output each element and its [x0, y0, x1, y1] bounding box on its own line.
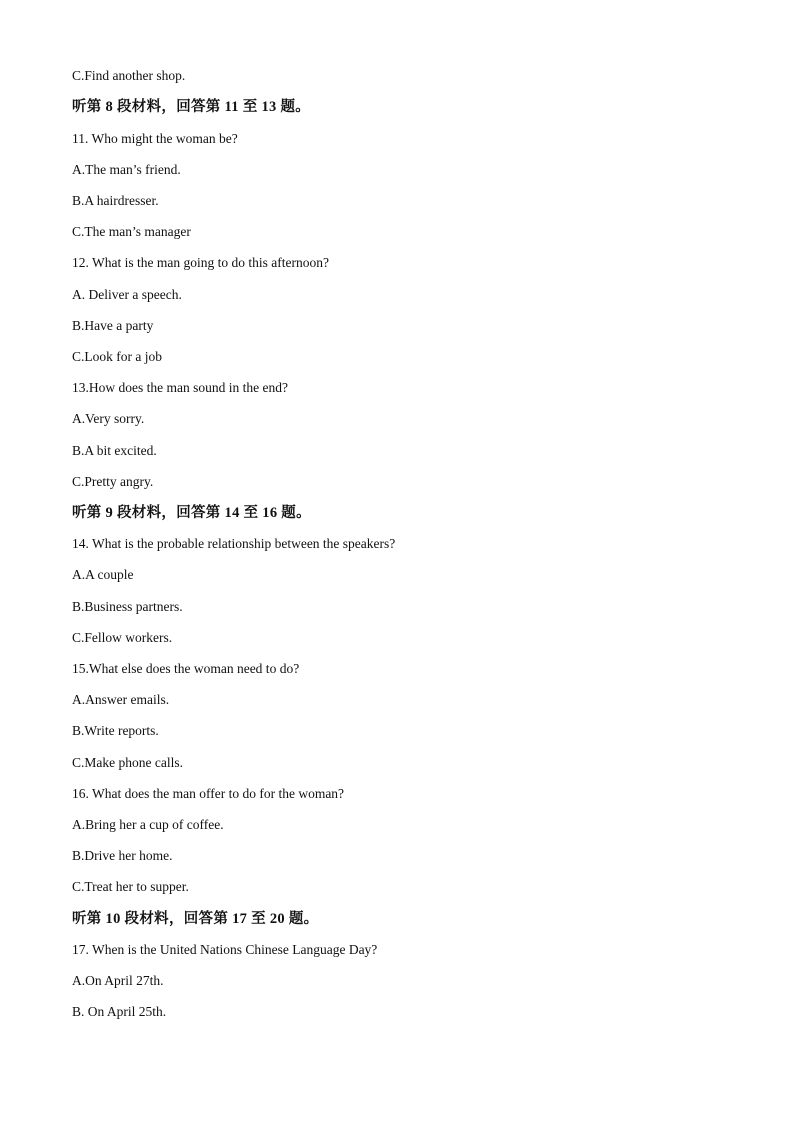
option-text: C.Make phone calls.	[72, 755, 183, 770]
option-text: A.The man’s friend.	[72, 162, 181, 177]
option-text: A.Very sorry.	[72, 411, 145, 426]
question-text: 11. Who might the woman be?	[72, 131, 238, 146]
section-heading: 听第 9 段材料，回答第 14 至 16 题。	[72, 505, 311, 521]
option-text: B. On April 25th.	[72, 1004, 167, 1019]
question-text: 17. When is the United Nations Chinese Language Day?	[72, 942, 378, 957]
question-text: 14. What is the probable relationship between the speakers?	[72, 536, 396, 551]
question-text: 13.How does the man sound in the end?	[72, 380, 288, 395]
option-text: B.A bit excited.	[72, 443, 157, 458]
question-text: 15.What else does the woman need to do?	[72, 661, 300, 676]
option-text: B.Drive her home.	[72, 848, 173, 863]
option-text: B.Have a party	[72, 318, 154, 333]
option-text: C.The man’s manager	[72, 224, 191, 239]
option-text: C.Find another shop.	[72, 68, 186, 83]
question-text: 12. What is the man going to do this afternoon?	[72, 255, 329, 270]
option-text: C.Fellow workers.	[72, 630, 173, 645]
option-text: B.A hairdresser.	[72, 193, 159, 208]
option-text: A.Answer emails.	[72, 692, 170, 707]
option-text: C.Pretty angry.	[72, 474, 154, 489]
option-text: B.Business partners.	[72, 599, 183, 614]
option-text: A.Bring her a cup of coffee.	[72, 817, 224, 832]
option-text: A.A couple	[72, 567, 134, 582]
section-heading: 听第 10 段材料，回答第 17 至 20 题。	[72, 911, 319, 927]
option-text: A. Deliver a speech.	[72, 287, 182, 302]
question-text: 16. What does the man offer to do for the woman?	[72, 786, 345, 801]
option-text: B.Write reports.	[72, 723, 159, 738]
option-text: C.Treat her to supper.	[72, 879, 189, 894]
section-heading: 听第 8 段材料，回答第 11 至 13 题。	[72, 99, 311, 115]
option-text: C.Look for a job	[72, 349, 162, 364]
option-text: A.On April 27th.	[72, 973, 164, 988]
